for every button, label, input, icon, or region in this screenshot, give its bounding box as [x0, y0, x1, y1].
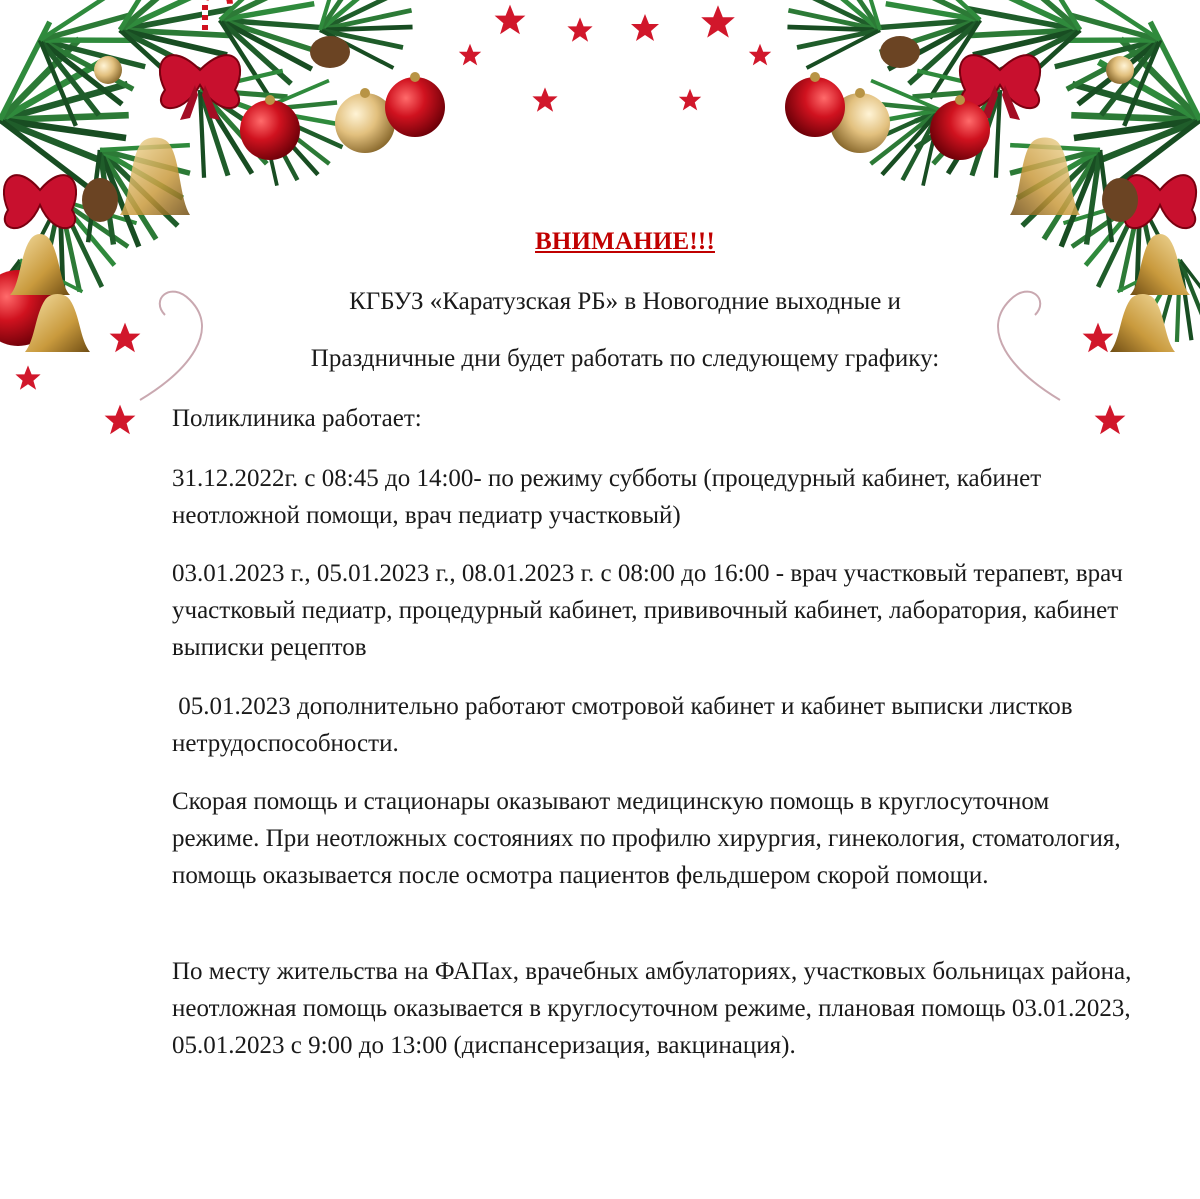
- schedule-paragraph: 03.01.2023 г., 05.01.2023 г., 08.01.2023 г. с 08:00 до 16:00 - врач участковый терапевт, врач участковый педиатр, процедурный кабинет, прививочный кабинет, лаборатория, кабинет выписки рецептов: [172, 560, 1123, 661]
- christmas-garland-left: [0, 0, 445, 400]
- intro-line-1: КГБУЗ «Каратузская РБ» в Новогодние выходные и: [349, 288, 901, 315]
- bell-icon: [120, 138, 190, 216]
- schedule-paragraph: 05.01.2023 дополнительно работают смотровой кабинет и кабинет выписки листков нетрудоспособности.: [172, 693, 1079, 757]
- local-care-paragraph: По месту жительства на ФАПах, врачебных амбулаториях, участковых больницах района, неотложная помощь оказывается в круглосуточном режиме, плановая помощь 03.01.2023, 05.01.2023 с 9:00 до 13:00 (диспансеризация, вакцинация).: [172, 958, 1132, 1059]
- red-ornament-icon: [240, 100, 300, 160]
- emergency-paragraph: Скорая помощь и стационары оказывают медицинскую помощь в круглосуточном режиме. При неотложных состояниях по профилю хирургия, гинекология, стоматология, помощь оказывается после осмотра пациентов фельдшером скорой помощи.: [172, 788, 1121, 889]
- gold-ornament-icon: [335, 93, 395, 153]
- polyclinic-heading: Поликлиника работает:: [172, 405, 422, 432]
- christmas-garland-right: [769, 0, 1200, 400]
- christmas-decoration: [0, 0, 1200, 450]
- intro-line-2: Праздничные дни будет работать по следующему графику:: [310, 345, 940, 372]
- pine-cone-icon: [310, 36, 350, 68]
- notice-title: ВНИМАНИЕ!!!: [535, 228, 715, 255]
- red-bow-icon: [160, 55, 240, 108]
- candy-cane-icon: [205, 0, 230, 30]
- schedule-paragraph: 31.12.2022г. с 08:45 до 14:00- по режиму субботы (процедурный кабинет, кабинет неотложной помощи, врач педиатр участковый): [172, 465, 1042, 529]
